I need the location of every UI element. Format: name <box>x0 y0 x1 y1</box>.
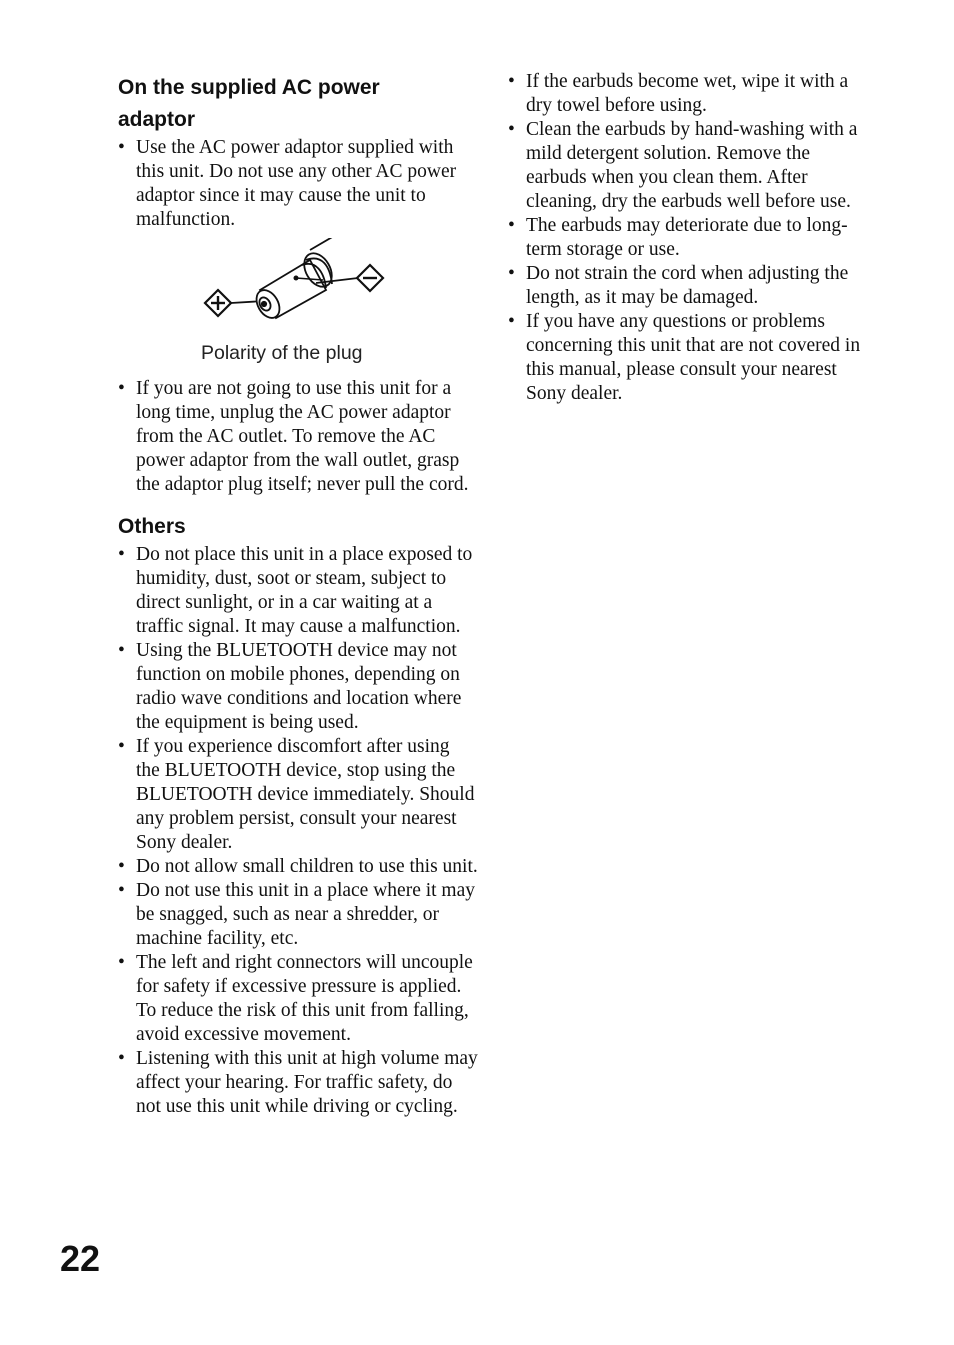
right-bullets <box>508 70 868 406</box>
page-number: 22 <box>60 1238 101 1279</box>
others-bullets <box>118 543 478 1119</box>
right-column <box>508 70 868 406</box>
list-item: • Clean the earbuds by hand-washing with a mild detergent solution. Remove the earbuds when you clean them. After cleaning, dry the earbuds well before use. <box>508 119 858 212</box>
list-item-text: If you are not going to use this unit for a long time, unplug the AC power adaptor from the AC outlet. To remove the AC power adaptor from the wall outlet, grasp the adaptor plug itself; never pull the cord. <box>136 378 469 495</box>
list-item-text: Use the AC power adaptor supplied with this unit. Do not use any other AC power adaptor since it may cause the unit to malfunction. <box>136 137 457 230</box>
list-item: • Do not place this unit in a place exposed to humidity, dust, soot or steam, subject to direct sunlight, or in a car waiting at a traffic signal. It may cause a malfunction. <box>118 544 473 637</box>
minus-terminal-icon <box>357 265 383 291</box>
section-heading-ac-adaptor <box>118 72 478 136</box>
figure-caption: Polarity of the plug <box>201 342 363 364</box>
section-heading-others: Others <box>118 515 186 538</box>
list-item: • If the earbuds become wet, wipe it with a dry towel before using. <box>508 71 849 116</box>
ac-bullets-after <box>118 377 478 497</box>
list-item-text: The earbuds may deteriorate due to long-term storage or use. <box>526 215 848 260</box>
list-item: • The left and right connectors will uncouple for safety if excessive pressure is applied. To reduce the risk of this unit from falling, avoid excessive movement. <box>118 952 473 1045</box>
list-item-text: Do not place this unit in a place exposed to humidity, dust, soot or steam, subject to direct sunlight, or in a car waiting at a traffic signal. It may cause a malfunction. <box>136 544 473 637</box>
list-item: • Listening with this unit at high volume may affect your hearing. For traffic safety, do not use this unit while driving or cycling. <box>118 1048 478 1117</box>
list-item-text: Clean the earbuds by hand-washing with a mild detergent solution. Remove the earbuds when you clean them. After cleaning, dry the earbuds well before use. <box>526 119 858 212</box>
list-item-text: The left and right connectors will uncouple for safety if excessive pressure is applied. To reduce the risk of this unit from falling, avoid excessive movement. <box>136 952 473 1045</box>
ac-bullets-before <box>118 136 478 232</box>
list-item: • Do not use this unit in a place where it may be snagged, such as near a shredder, or machine facility, etc. <box>118 880 476 949</box>
list-item: • Use the AC power adaptor supplied with this unit. Do not use any other AC power adaptor since it may cause the unit to malfunction. <box>118 137 457 230</box>
list-item: • The earbuds may deteriorate due to long-term storage or use. <box>508 215 848 260</box>
list-item-text: Do not strain the cord when adjusting the length, as it may be damaged. <box>526 263 849 308</box>
heading-line-1: On the supplied AC power <box>118 76 380 99</box>
list-item: • If you experience discomfort after using the BLUETOOTH device, stop using the BLUETOOTH device immediately. Should any problem persist, consult your nearest Sony dealer. <box>118 736 475 853</box>
polarity-plug-icon <box>198 238 398 338</box>
list-item: • If you have any questions or problems concerning this unit that are not covered in this manual, please consult your nearest Sony dealer. <box>508 311 861 404</box>
list-item-text: If the earbuds become wet, wipe it with a dry towel before using. <box>526 71 849 116</box>
list-item-text: Do not allow small children to use this unit. <box>136 856 478 877</box>
list-item: • Using the BLUETOOTH device may not function on mobile phones, depending on radio wave conditions and location where the equipment is being used. <box>118 640 462 733</box>
list-item-text: If you experience discomfort after using the BLUETOOTH device, stop using the BLUETOOTH device immediately. Should any problem persist, consult your nearest Sony dealer. <box>136 736 475 853</box>
plus-terminal-icon <box>205 290 231 316</box>
list-item: • Do not allow small children to use this unit. <box>118 856 478 877</box>
left-column <box>118 70 478 1119</box>
list-item-text: Listening with this unit at high volume may affect your hearing. For traffic safety, do not use this unit while driving or cycling. <box>136 1048 478 1117</box>
list-item: • Do not strain the cord when adjusting the length, as it may be damaged. <box>508 263 849 308</box>
list-item-text: If you have any questions or problems concerning this unit that are not covered in this manual, please consult your nearest Sony dealer. <box>526 311 861 404</box>
list-item-text: Do not use this unit in a place where it may be snagged, such as near a shredder, or machine facility, etc. <box>136 880 476 949</box>
list-item: • If you are not going to use this unit for a long time, unplug the AC power adaptor from the AC outlet. To remove the AC power adaptor from the wall outlet, grasp the adaptor plug itself; never pull the cord. <box>118 378 469 495</box>
plug-polarity-figure <box>118 232 478 377</box>
heading-line-2: adaptor <box>118 108 196 131</box>
list-item-text: Using the BLUETOOTH device may not function on mobile phones, depending on radio wave conditions and location where the equipment is being used. <box>136 640 462 733</box>
